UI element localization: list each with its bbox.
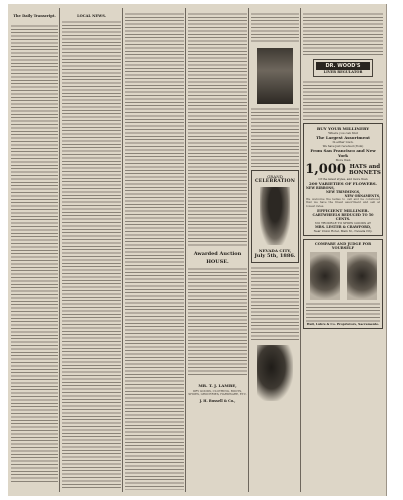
compare-illustrations — [306, 252, 380, 300]
millinery-welcome: We welcome the ladies to call and be convinced that we have the finest assortment and sell at lowest rates. — [306, 197, 380, 208]
millinery-hats-row — [306, 162, 380, 177]
millinery-trimmings: NEW TRIMMINGS, — [325, 190, 361, 194]
column-2 — [62, 12, 121, 490]
article-body — [251, 12, 299, 44]
right-product-illustration — [347, 252, 377, 300]
celebration-town: NEVADA CITY, — [258, 248, 292, 253]
millinery-ribbons: NEW RIBBONS, — [306, 186, 335, 190]
millinery-where: Where you can find — [328, 131, 358, 135]
millinery-ornaments: NEW ORNAMENTS, — [344, 194, 380, 198]
millinery-address: Near Union Hotel, Main St., Nevada City. — [313, 229, 373, 234]
flag-illustration — [257, 48, 293, 104]
millinery-trouble: NO TROUBLE TO SHOW GOODS AT — [315, 221, 371, 226]
section-heading: LOCAL NEWS. — [77, 14, 106, 18]
article-body — [62, 20, 121, 490]
column-rule — [122, 8, 123, 492]
millinery-source: From San Francisco and New York — [310, 148, 376, 158]
celebration-ad — [251, 170, 299, 263]
column-1 — [11, 12, 58, 490]
millinery-hats-block — [349, 164, 381, 176]
ad-body — [306, 302, 380, 322]
column-rule — [185, 8, 186, 492]
compare-footer: Hall, Luhrs & Co. Proprietors, Sacramento. — [306, 322, 380, 327]
article-body — [125, 12, 184, 490]
millinery-title: BUY YOUR MILLINERY — [316, 126, 370, 131]
column-5 — [251, 12, 299, 490]
compare-ad — [303, 239, 383, 329]
article-body — [188, 267, 247, 377]
masthead: The Daily Transcript. — [13, 14, 56, 18]
auction-subheading: HOUSE. — [206, 259, 229, 265]
article-body — [251, 266, 299, 342]
millinery-efficient: EFFICIENT MILLINER. — [317, 208, 369, 214]
liberty-figure-illustration — [260, 187, 290, 245]
column-rule — [300, 8, 301, 492]
column-4 — [188, 12, 247, 490]
millinery-largest: The Largest Assortment — [316, 135, 370, 140]
dr-wood-title: DR. WOOD'S — [316, 62, 370, 70]
auction-heading: Awarded Auction — [193, 251, 242, 257]
millinery-cartwheels: CARTWHEELS REDUCED TO 50 CENTS. — [312, 213, 374, 222]
millinery-town: In either town. — [332, 140, 354, 144]
celebration-title: CELEBRATION — [254, 179, 296, 184]
column-6 — [303, 12, 383, 490]
celebration-grand: GRAND — [267, 174, 283, 179]
boot-illustration — [257, 345, 293, 401]
article-body — [188, 12, 247, 247]
article-body — [303, 12, 383, 56]
article-body — [251, 107, 299, 167]
millinery-styles: Of the latest styles, and more than — [318, 177, 368, 181]
celebration-date: July 5th, 1886. — [254, 253, 296, 259]
millinery-ad — [303, 123, 383, 236]
column-3 — [125, 12, 184, 490]
left-product-illustration — [310, 252, 340, 300]
millinery-bonnets: BONNETS — [348, 169, 381, 176]
millinery-varieties: 200 VARIETIES OF FLOWERS. — [309, 181, 377, 186]
dr-wood-ad — [313, 59, 373, 77]
column-rule — [59, 8, 60, 492]
millinery-hats: HATS and — [349, 163, 381, 170]
newspaper-page — [8, 4, 387, 496]
millinery-latest: We have just received (from) — [322, 144, 364, 148]
column-rule — [248, 8, 249, 492]
article-body — [303, 80, 383, 120]
dr-wood-subtitle: LIVER REGULATOR — [323, 70, 363, 74]
compare-title: COMPARE AND JUDGE FOR YOURSELF — [314, 242, 372, 251]
millinery-proprietors: MRS. LESTER & CRAWFORD, — [315, 225, 371, 230]
lambe-ad-text: DRY GOODS, CLOTHING, BOOTS, SHOES, GROCERIES, HARDWARE, ETC. — [188, 389, 247, 397]
lambe-ad-firm: J. H. Russell & Co., — [199, 398, 236, 403]
article-body — [11, 24, 58, 484]
millinery-more: More than — [335, 158, 351, 162]
lambe-ad-title: MR. T. J. LAMBE, — [198, 383, 237, 388]
millinery-count: 1,000 — [305, 162, 346, 177]
